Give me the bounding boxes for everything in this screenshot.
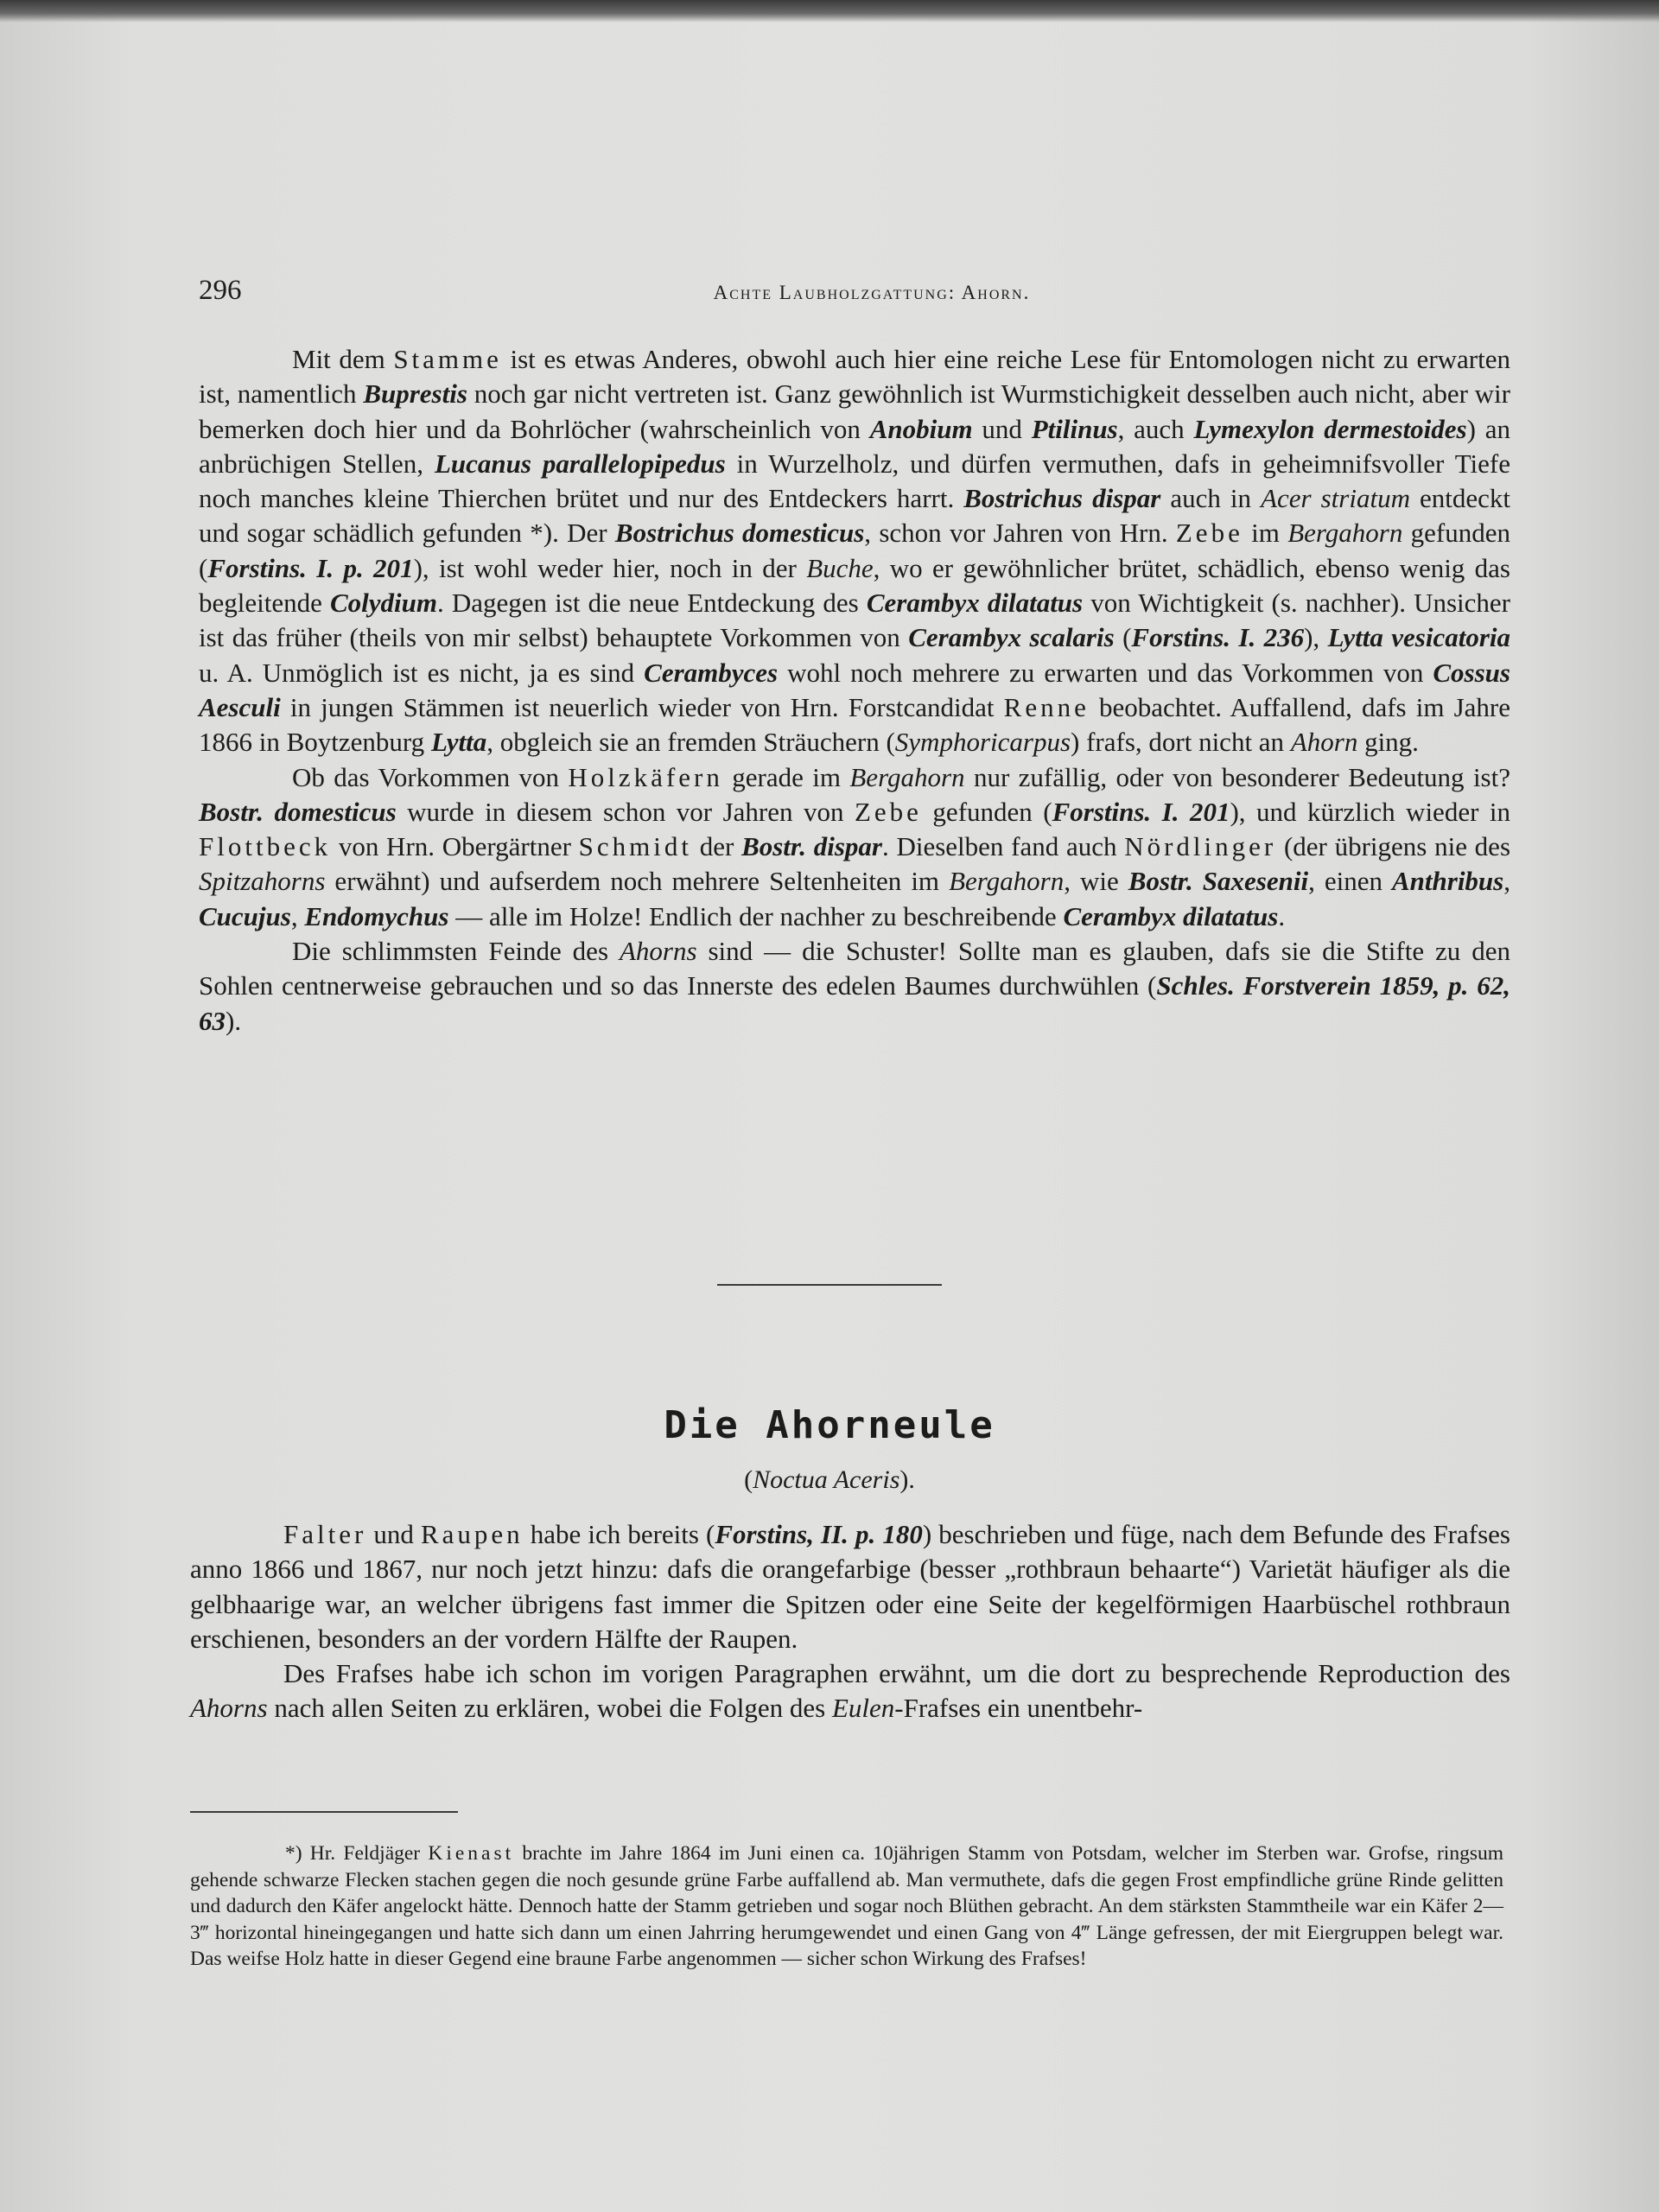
paragraph: Falter und Raupen habe ich bereits (Forstins, II. p. 180) beschrieben und füge, nach dem Befunde des Frafses anno 1866 und 1867, nur noch jetzt hinzu: dafs die orangefarbige (besser „rothbraun behaarte“) Varietät häufiger als die gelbhaarige war, an welcher übrigens fast immer die Spitzen oder eine Seite der kegelförmigen Haarbüschel rothbraun erschienen, besonders an der vordern Hälfte der Raupen. [190,1519,1510,1654]
paragraph: Die schlimmsten Feinde des Ahorns sind — die Schuster! Sollte man es glauben, dafs sie die Stifte zu den Sohlen centnerweise gebrauchen und so das Innerste des edelen Baumes durchwühlen (Schles. Forstverein 1859, p. 62, 63). [199,936,1511,1036]
section-title: Die Ahorneule [664,1403,995,1447]
footnote [190,1840,1503,1973]
body-text-ahorneule [190,1517,1510,1726]
scan-edge [0,0,1659,22]
footnote-text: *) Hr. Feldjäger Kienast brachte im Jahre 1864 im Juni einen ca. 10jährigen Stamm von Potsdam, welcher im Sterben war. Grofse, ringsum gehende schwarze Flecken stachen gegen die noch gesunde grüne Farbe auffallend ab. Man vermuthete, dafs die gegen Frost empfindliche grüne Rinde gelitten und dadurch den Käfer angelockt hätte. Dennoch hatte der Stamm getrieben und sogar noch Blüthen gebracht. An dem stärksten Stammtheile war ein Käfer 2—3‴ horizontal hineingegangen und hatte sich dann um einen Jahrring herumgewendet und einen Gang von 4‴ Länge gefressen, der mit Eiergruppen belegt war. Das weifse Holz hatte in dieser Gegend eine braune Farbe angenommen — sicher schon Wirkung des Frafses! [190,1842,1504,1971]
page-number: 296 [199,275,242,306]
paragraph: Ob das Vorkommen von Holzkäfern gerade im Bergahorn nur zufällig, oder von besonderer Bedeutung ist? Bostr. domesticus wurde in diesem schon vor Jahren von Zebe gefunden (Forstins. I. 201), und kürzlich wieder in Flottbeck von Hrn. Obergärtner Schmidt der Bostr. dispar. Dieselben fand auch Nördlinger (der übrigens nie des Spitzahorns erwähnt) und aufserdem noch mehrere Seltenheiten im Bergahorn, wie Bostr. Saxesenii, einen Anthribus, Cucujus, Endomychus — alle im Holze! Endlich der nachher zu beschreibende Cerambyx dilatatus. [199,761,1511,931]
footnote-rule [190,1811,458,1813]
page-header [199,275,1510,315]
running-head: Achte Laubholzgattung: Ahorn. [713,282,1031,303]
body-text-stamm [199,342,1510,1039]
section-subtitle: (Noctua Aceris). [744,1465,915,1494]
paragraph: Des Frafses habe ich schon im vorigen Paragraphen erwähnt, um die dort zu besprechende Reproduction des Ahorns nach allen Seiten zu erklären, wobei die Folgen des Eulen-Frafses ein unentbehr- [190,1658,1510,1724]
paragraph: Mit dem Stamme ist es etwas Anderes, obwohl auch hier eine reiche Lese für Entomologen nicht zu erwarten ist, namentlich Buprestis noch gar nicht vertreten ist. Ganz gewöhnlich ist Wurmstichigkeit desselben auch nicht, aber wir bemerken doch hier und da Bohrlöcher (wahrscheinlich von Anobium und Ptilinus, auch Lymexylon dermestoides) an anbrüchigen Stellen, Lucanus parallelopipedus in Wurzelholz, und dürfen vermuthen, dafs in geheimnifsvoller Tiefe noch manches kleine Thierchen brütet und nur des Entdeckers harrt. Bostrichus dispar auch in Acer striatum entdeckt und sogar schädlich gefunden *). Der Bostrichus domesticus, schon vor Jahren von Hrn. Zebe im Bergahorn gefunden (Forstins. I. p. 201), ist wohl weder hier, noch in der Buche, wo er gewöhnlicher brütet, schädlich, ebenso wenig das begleitende Colydium. Dagegen ist die neue Entdeckung des Cerambyx dilatatus von Wichtigkeit (s. nachher). Unsicher ist das früher (theils von mir selbst) behauptete Vorkommen von Cerambyx scalaris (Forstins. I. 236), Lytta vesicatoria u. A. Unmöglich ist es nicht, ja es sind Cerambyces wohl noch mehrere zu erwarten und das Vorkommen von Cossus Aesculi in jungen Stämmen ist neuerlich wieder von Hrn. Forstcandidat Renne beobachtet. Auffallend, dafs im Jahre 1866 in Boytzenburg Lytta, obgleich sie an fremden Sträuchern (Symphoricarpus) frafs, dort nicht an Ahorn ging. [199,344,1511,758]
section-divider [717,1284,942,1286]
section-subtitle-text: Noctua Aceris [753,1465,900,1494]
